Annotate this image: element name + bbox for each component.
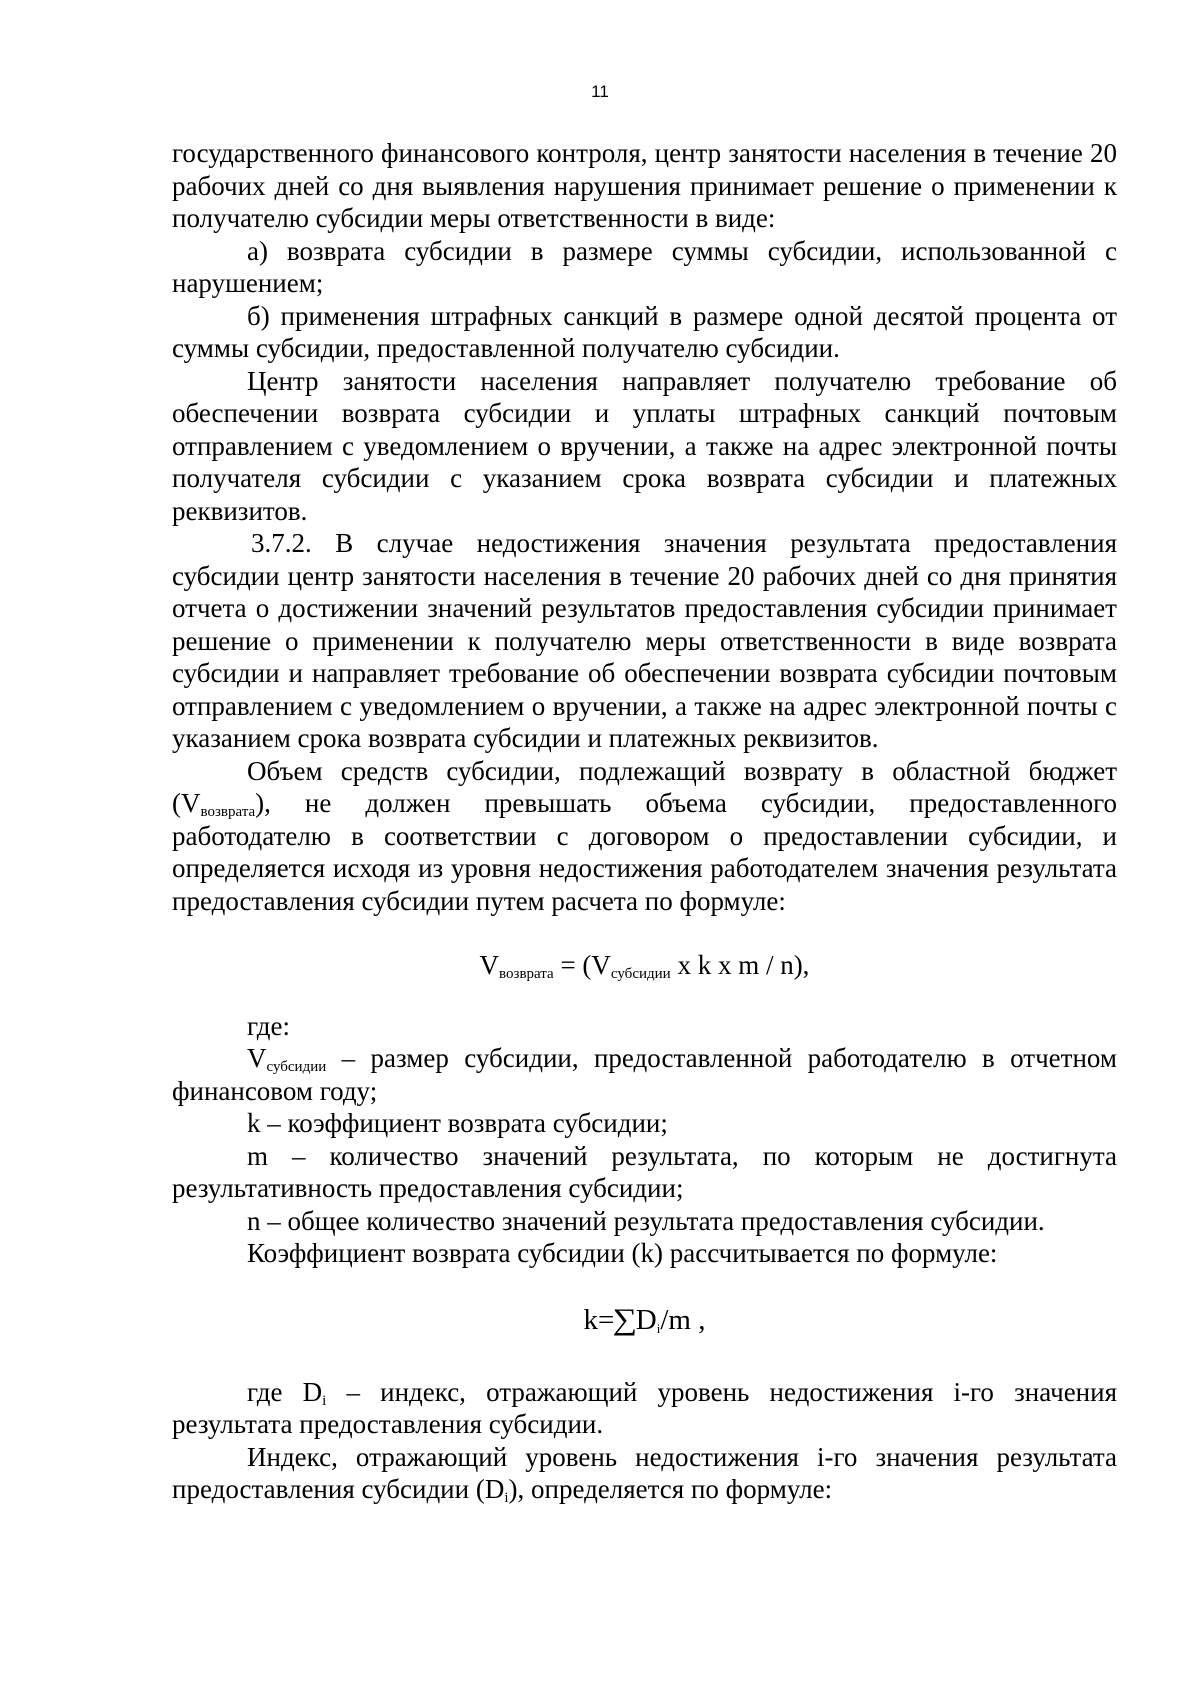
subscript: возврата	[200, 804, 256, 820]
formula-symbol: D	[635, 1303, 657, 1336]
formula-text: k=	[583, 1303, 615, 1336]
body-text	[172, 137, 1117, 1506]
paragraph-3-7-2: 3.7.2. В случае недостижения значения результата предоставления субсидии центр занятости населения в течение 20 рабочих дней со дня принятия отчета о достижении значений результатов предоставления субсидии принимает решение о применении к получателю меры ответственности в виде возврата субсидии и направляет требование об обеспечении возврата субсидии почтовым отправлением с уведомлением о вручении, а также на адрес электронной почты с указанием срока возврата субсидии и платежных реквизитов.	[172, 528, 1117, 753]
definition-symbol: V	[247, 1043, 267, 1073]
text-fragment: Объем средств субсидии, подлежащий возврату в областной бюджет (V	[172, 755, 1117, 818]
text-fragment: Индекс, отражающий уровень недостижения i-го значения результата предоставления субсидии (D	[172, 1441, 1117, 1504]
formula-subscript: субсидии	[610, 966, 671, 982]
formula-subscript: возврата	[499, 966, 554, 982]
paragraph-return-volume	[172, 755, 1117, 918]
text-fragment: где D	[247, 1376, 323, 1407]
paragraph-item-a: а) возврата субсидии в размере суммы субсидии, использованной с нарушением;	[172, 235, 1117, 298]
subscript: i	[504, 1490, 509, 1506]
formula-symbol: V	[479, 950, 500, 980]
formula-subscript: i	[656, 1320, 661, 1336]
formula-return-volume	[172, 949, 1117, 982]
definition-subscript: субсидии	[266, 1059, 327, 1075]
text-fragment: ), не должен превышать объема субсидии, предоставленного работодателю в соответствии с договором о предоставлении субсидии, и определяется исходя из уровня недостижения работодателем значения результата предоставления субсидии путем расчета по формуле:	[172, 788, 1117, 916]
sum-sign: ∑	[612, 1302, 638, 1336]
paragraph-requirement: Центр занятости населения направляет получателю требование об обеспечении возврата субсидии и уплаты штрафных санкций почтовым отправлением с уведомлением о вручении, а также на адрес электронной почты получателя субсидии с указанием срока возврата субсидии и платежных реквизитов.	[172, 365, 1117, 526]
definition-n: n – общее количество значений результата предоставления субсидии.	[247, 1205, 1045, 1236]
paragraph-k-intro: Коэффициент возврата субсидии (k) рассчитывается по формуле:	[247, 1238, 998, 1268]
definition-m: m – количество значений результата, по которым не достигнута результативность предоставления субсидии;	[172, 1140, 1117, 1203]
definition-text: – размер субсидии, предоставленной работодателю в отчетном финансовом году;	[172, 1043, 1117, 1106]
paragraph-index-formula-intro	[172, 1441, 1117, 1506]
paragraph-where: где:	[247, 1010, 290, 1041]
formula-text: x k x m / n),	[670, 950, 810, 980]
page-number: 11	[591, 82, 609, 101]
definition-di	[172, 1376, 1117, 1441]
paragraph-item-b: б) применения штрафных санкций в размере одной десятой процента от суммы субсидии, предоставленной получателю субсидии.	[172, 300, 1117, 363]
formula-text: = (V	[553, 950, 611, 980]
paragraph-control: государственного финансового контроля, центр занятости населения в течение 20 рабочих дней со дня выявления нарушения принимает решение о применении к получателю субсидии меры ответственности в виде:	[172, 138, 1117, 233]
definition-k: k – коэффициент возврата субсидии;	[247, 1108, 668, 1138]
text-fragment: – индекс, отражающий уровень недостижения i-го значения результата предоставления субсидии.	[172, 1376, 1117, 1439]
formula-k	[172, 1300, 1117, 1340]
formula-text: /m ,	[660, 1303, 706, 1336]
definition-v-subsidy	[172, 1042, 1117, 1107]
subscript: i	[322, 1392, 327, 1409]
text-fragment: ), определяется по формуле:	[508, 1474, 833, 1504]
